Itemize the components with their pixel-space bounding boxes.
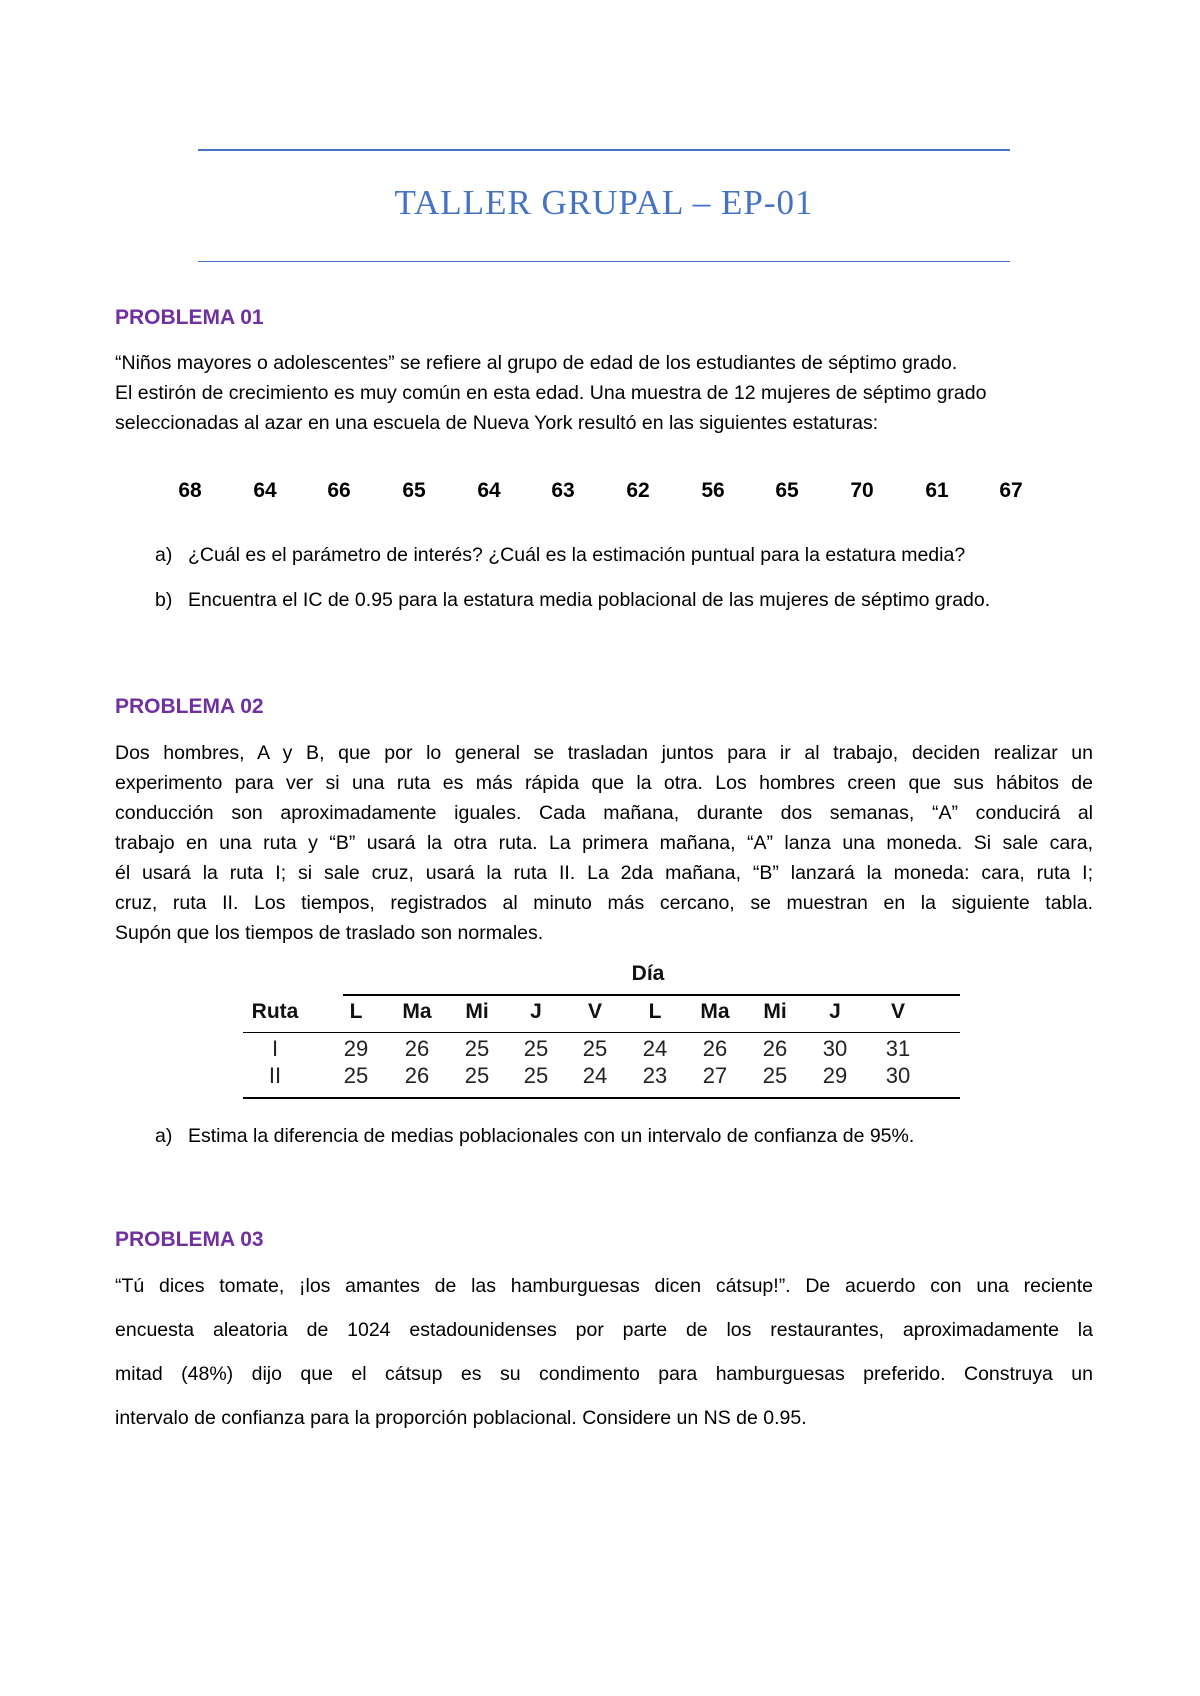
height-value: 56 (701, 479, 725, 502)
question-text: Encuentra el IC de 0.95 para la estatura media poblacional de las mujeres de séptimo grado. (188, 589, 991, 611)
table-cell: 25 (762, 1063, 788, 1088)
table-cell: 26 (702, 1036, 728, 1061)
table-cell: 31 (885, 1036, 911, 1061)
problem-3-line: encuesta aleatoria de 1024 estadounidenses por parte de los restaurantes, aproximadamente la (115, 1319, 1093, 1341)
table-rule-top (343, 994, 960, 996)
question-text: Estima la diferencia de medias poblacionales con un intervalo de confianza de 95%. (188, 1125, 915, 1147)
table-day-header: L (349, 1000, 363, 1023)
table-day-header: V (587, 1000, 602, 1023)
height-value: 63 (551, 479, 575, 502)
height-value: 64 (253, 479, 277, 502)
problem-2-line: conducción son aproximadamente iguales. Cada mañana, durante dos semanas, “A” conducirá al (115, 802, 1093, 824)
problem-2-heading: PROBLEMA 02 (115, 695, 264, 718)
problem-3-line: intervalo de confianza para la proporción poblacional. Considere un NS de 0.95. (115, 1407, 807, 1429)
problem-2-line: Supón que los tiempos de traslado son normales. (115, 922, 544, 944)
problem-2-line: él usará la ruta I; si sale cruz, usará la ruta II. La 2da mañana, “B” lanzará la moneda: cara, ruta I; (115, 862, 1093, 884)
table-cell: 25 (523, 1063, 549, 1088)
problem-2-line: cruz, ruta II. Los tiempos, registrados al minuto más cercano, se muestran en la siguiente tabla. (115, 892, 1093, 914)
table-cell: 25 (464, 1036, 490, 1061)
height-value: 64 (477, 479, 501, 502)
table-route-label: II (268, 1063, 282, 1088)
table-cell: 26 (404, 1063, 430, 1088)
table-cell: 23 (642, 1063, 668, 1088)
table-cell: 24 (642, 1036, 668, 1061)
table-day-header: J (829, 1000, 841, 1023)
problem-1-line: El estirón de crecimiento es muy común en esta edad. Una muestra de 12 mujeres de séptimo grado (115, 382, 987, 404)
table-route-label: I (271, 1036, 279, 1061)
problem-1-line: “Niños mayores o adolescentes” se refiere al grupo de edad de los estudiantes de séptimo grado. (115, 352, 958, 374)
height-value: 66 (327, 479, 351, 502)
table-rule-middle (243, 1032, 960, 1033)
heights-list (165, 479, 1045, 509)
table-cell: 29 (343, 1036, 369, 1061)
question-label: a) (155, 544, 173, 566)
problem-1-heading: PROBLEMA 01 (115, 306, 264, 329)
table-cell: 26 (762, 1036, 788, 1061)
table-group-header: Día (631, 962, 665, 985)
table-cell: 26 (404, 1036, 430, 1061)
table-cell: 30 (822, 1036, 848, 1061)
question-label: b) (155, 589, 173, 611)
problem-3-line: mitad (48%) dijo que el cátsup es su condimento para hamburguesas preferido. Construya un (115, 1363, 1093, 1385)
problem-1-line: seleccionadas al azar en una escuela de Nueva York resultó en las siguientes estaturas: (115, 412, 879, 434)
problem-3-heading: PROBLEMA 03 (115, 1228, 264, 1251)
question-label: a) (155, 1125, 173, 1147)
height-value: 67 (999, 479, 1023, 502)
table-cell: 25 (523, 1036, 549, 1061)
title-rule-bottom (198, 261, 1010, 262)
table-day-header: Mi (465, 1000, 489, 1023)
table-row-header: Ruta (251, 1000, 299, 1023)
question-text: ¿Cuál es el parámetro de interés? ¿Cuál es la estimación puntual para la estatura media? (188, 544, 966, 566)
height-value: 61 (925, 479, 949, 502)
document-title: TALLER GRUPAL – EP-01 (394, 183, 814, 222)
table-cell: 30 (885, 1063, 911, 1088)
table-cell: 25 (582, 1036, 608, 1061)
height-value: 62 (626, 479, 650, 502)
height-value: 65 (775, 479, 799, 502)
table-cell: 29 (822, 1063, 848, 1088)
table-day-header: J (530, 1000, 542, 1023)
table-cell: 27 (702, 1063, 728, 1088)
table-cell: 25 (343, 1063, 369, 1088)
problem-2-line: experimento para ver si una ruta es más rápida que la otra. Los hombres creen que sus hábitos de (115, 772, 1093, 794)
commute-times-table (246, 962, 960, 1102)
table-day-header: Ma (402, 1000, 432, 1023)
table-day-header: Mi (763, 1000, 787, 1023)
table-day-header: Ma (700, 1000, 730, 1023)
table-cell: 25 (464, 1063, 490, 1088)
table-rule-bottom (243, 1097, 960, 1099)
height-value: 68 (178, 479, 202, 502)
table-day-header: L (648, 1000, 662, 1023)
problem-2-line: Dos hombres, A y B, que por lo general se trasladan juntos para ir al trabajo, deciden realizar un (115, 742, 1093, 764)
problem-2-line: trabajo en una ruta y “B” usará la otra ruta. La primera mañana, “A” lanza una moneda. Si sale cara, (115, 832, 1093, 854)
problem-3-line: “Tú dices tomate, ¡los amantes de las hamburguesas dicen cátsup!”. De acuerdo con una reciente (115, 1275, 1093, 1297)
table-cell: 24 (582, 1063, 608, 1088)
height-value: 65 (402, 479, 426, 502)
height-value: 70 (850, 479, 874, 502)
title-rule-top (198, 149, 1010, 151)
table-day-header: V (890, 1000, 905, 1023)
